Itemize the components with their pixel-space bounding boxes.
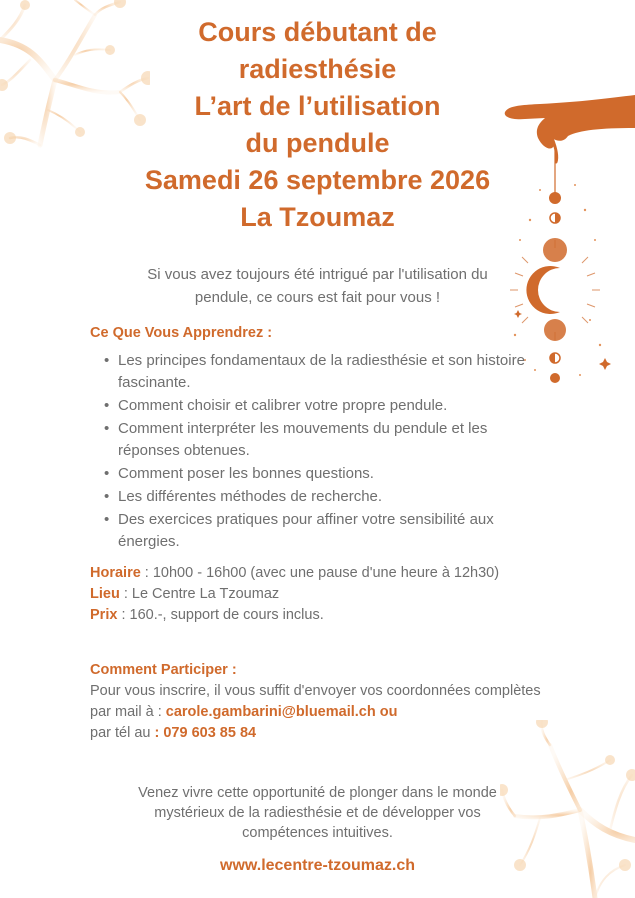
title-date: Samedi 26 septembre 2026 <box>144 165 491 195</box>
price-value: : 160.-, support de cours inclus. <box>117 607 324 623</box>
closing-line: mystérieux de la radiesthésie et de développer vos <box>154 805 481 821</box>
price-label: Prix <box>90 607 118 623</box>
sparkle-icon <box>599 358 611 370</box>
intro-text <box>100 263 535 309</box>
location-value: : Le Centre La Tzoumaz <box>119 586 280 602</box>
email-link[interactable]: carole.gambarini@bluemail.ch ou <box>165 704 398 720</box>
participate-text: Pour vous inscrire, il vous suffit d'envoyer vos coordonnées complètes <box>90 683 541 699</box>
location-label: Lieu <box>90 586 120 602</box>
website-link[interactable]: www.lecentre-tzoumaz.ch <box>220 857 415 874</box>
list-item: • Comment interpréter les mouvements du pendule et les réponses obtenues. <box>90 418 550 462</box>
list-item: • Les différentes méthodes de recherche. <box>90 486 550 508</box>
schedule-value: : 10h00 - 16h00 (avec une pause d'une heure à 12h30) <box>140 565 500 581</box>
title-location: La Tzoumaz <box>240 202 395 232</box>
price-line <box>90 605 545 626</box>
closing-line: compétences intuitives. <box>242 825 393 841</box>
list-item: • Des exercices pratiques pour affiner votre sensibilité aux énergies. <box>90 509 550 553</box>
closing-text <box>95 783 540 843</box>
closing-line: Venez vivre cette opportunité de plonger dans le monde <box>138 785 497 801</box>
title-line: Cours débutant de <box>198 17 437 47</box>
learn-list <box>90 350 550 554</box>
title-line: L’art de l’utilisation <box>194 91 441 121</box>
participate-section <box>90 660 545 744</box>
intro-line: pendule, ce cours est fait pour vous ! <box>194 289 441 306</box>
title-line: du pendule <box>245 128 390 158</box>
list-item: • Les principes fondamentaux de la radiesthésie et son histoire fascinante. <box>90 350 550 394</box>
mail-line <box>90 702 545 723</box>
location-line <box>90 584 545 605</box>
intro-line: Si vous avez toujours été intrigué par l'utilisation du <box>147 266 488 283</box>
participate-heading: Comment Participer : <box>90 662 237 678</box>
phone-line <box>90 723 545 744</box>
list-item: • Comment choisir et calibrer votre propre pendule. <box>90 395 550 417</box>
page-title <box>80 14 555 236</box>
phone-number[interactable]: : 079 603 85 84 <box>154 725 257 741</box>
schedule-line <box>90 563 545 584</box>
schedule-label: Horaire <box>90 565 141 581</box>
title-line: radiesthésie <box>238 54 397 84</box>
mail-prefix: par mail à : <box>90 704 166 720</box>
list-item: • Comment poser les bonnes questions. <box>90 463 550 485</box>
phone-prefix: par tél au <box>90 725 155 741</box>
course-details <box>90 563 545 626</box>
learn-heading: Ce Que Vous Apprendrez : <box>90 325 273 341</box>
